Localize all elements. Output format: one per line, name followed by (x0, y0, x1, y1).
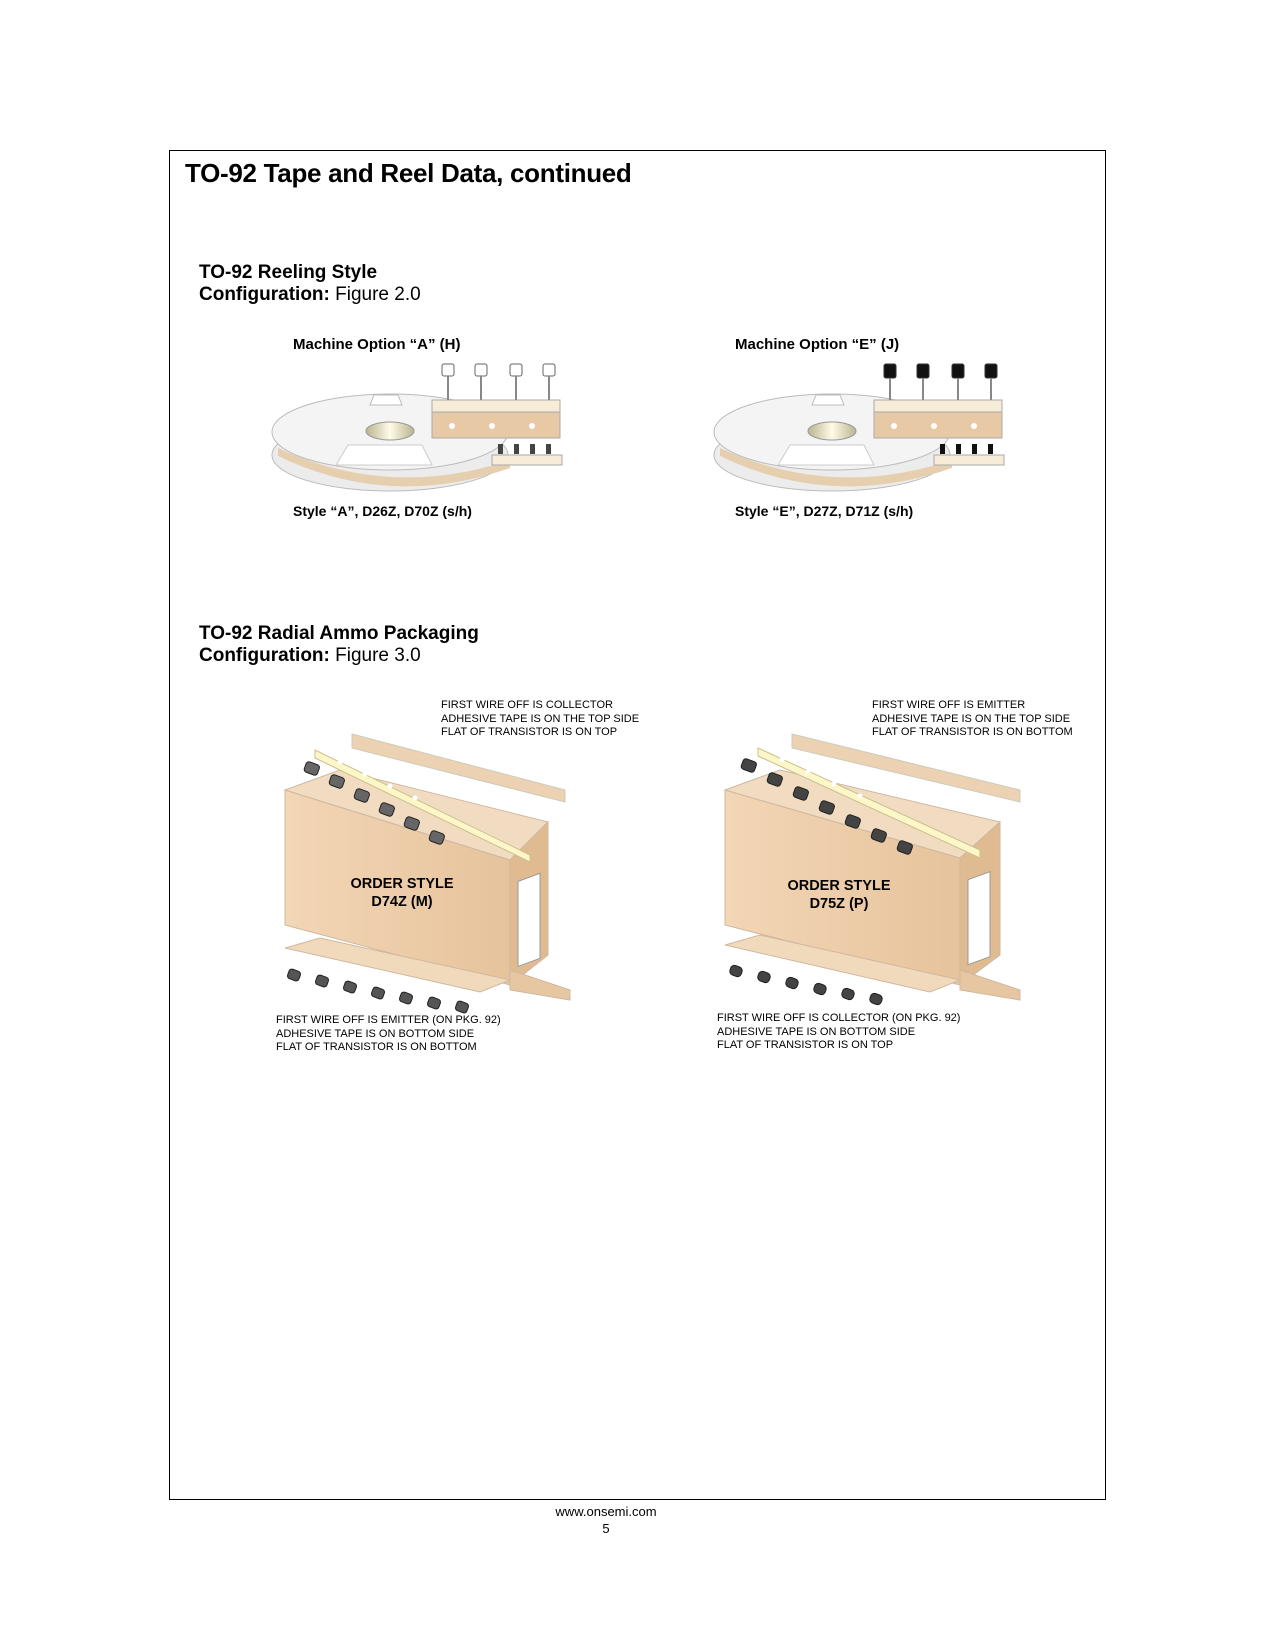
order-style-code: D75Z (P) (809, 896, 869, 912)
reel-figure-a (270, 360, 570, 495)
footer-url[interactable]: www.onsemi.com (555, 1504, 657, 1519)
note-line: ADHESIVE TAPE IS ON THE TOP SIDE (872, 712, 1071, 725)
note-line: ADHESIVE TAPE IS ON THE TOP SIDE (441, 712, 640, 725)
note-line: FIRST WIRE OFF IS EMITTER (872, 699, 1026, 711)
ammo-left-bottom-notes (276, 1014, 501, 1055)
page-title: TO-92 Tape and Reel Data, continued (185, 158, 632, 188)
reeling-config (199, 284, 421, 306)
note-line: FLAT OF TRANSISTOR IS ON BOTTOM (872, 726, 1073, 738)
note-line: ADHESIVE TAPE IS ON BOTTOM SIDE (276, 1027, 475, 1040)
note-line: FIRST WIRE OFF IS EMITTER (ON PKG. 92) (276, 1014, 501, 1026)
note-line: FLAT OF TRANSISTOR IS ON TOP (717, 1039, 894, 1051)
order-style-left (322, 875, 482, 911)
ammo-config (199, 645, 421, 667)
reel-figure-e (712, 360, 1012, 495)
order-style-right (759, 877, 919, 913)
order-style-label: ORDER STYLE (787, 878, 891, 894)
ammo-config-value: Figure 3.0 (335, 645, 421, 666)
ammo-config-label: Configuration: (199, 645, 330, 666)
reeling-config-label: Configuration: (199, 284, 330, 305)
ammo-right-bottom-notes (717, 1012, 960, 1053)
reeling-config-value: Figure 2.0 (335, 284, 421, 305)
note-line: FIRST WIRE OFF IS COLLECTOR (441, 699, 613, 711)
ammo-section-title: TO-92 Radial Ammo Packaging (199, 623, 479, 644)
ammo-box-figure-right (720, 730, 1030, 1015)
note-line: FLAT OF TRANSISTOR IS ON TOP (441, 726, 618, 738)
note-line: FLAT OF TRANSISTOR IS ON BOTTOM (276, 1041, 477, 1053)
machine-option-e-heading: Machine Option “E” (J) (735, 336, 900, 353)
order-style-code: D74Z (M) (371, 894, 433, 910)
page-number: 5 (602, 1521, 610, 1536)
reeling-section-title: TO-92 Reeling Style (199, 262, 378, 283)
note-line: FIRST WIRE OFF IS COLLECTOR (ON PKG. 92) (717, 1012, 961, 1024)
order-style-label: ORDER STYLE (350, 876, 454, 892)
style-a-caption: Style “A”, D26Z, D70Z (s/h) (293, 503, 472, 519)
style-e-caption: Style “E”, D27Z, D71Z (s/h) (735, 503, 914, 519)
machine-option-a-heading: Machine Option “A” (H) (293, 336, 461, 353)
ammo-box-figure-left (280, 730, 580, 1015)
note-line: ADHESIVE TAPE IS ON BOTTOM SIDE (717, 1025, 916, 1038)
